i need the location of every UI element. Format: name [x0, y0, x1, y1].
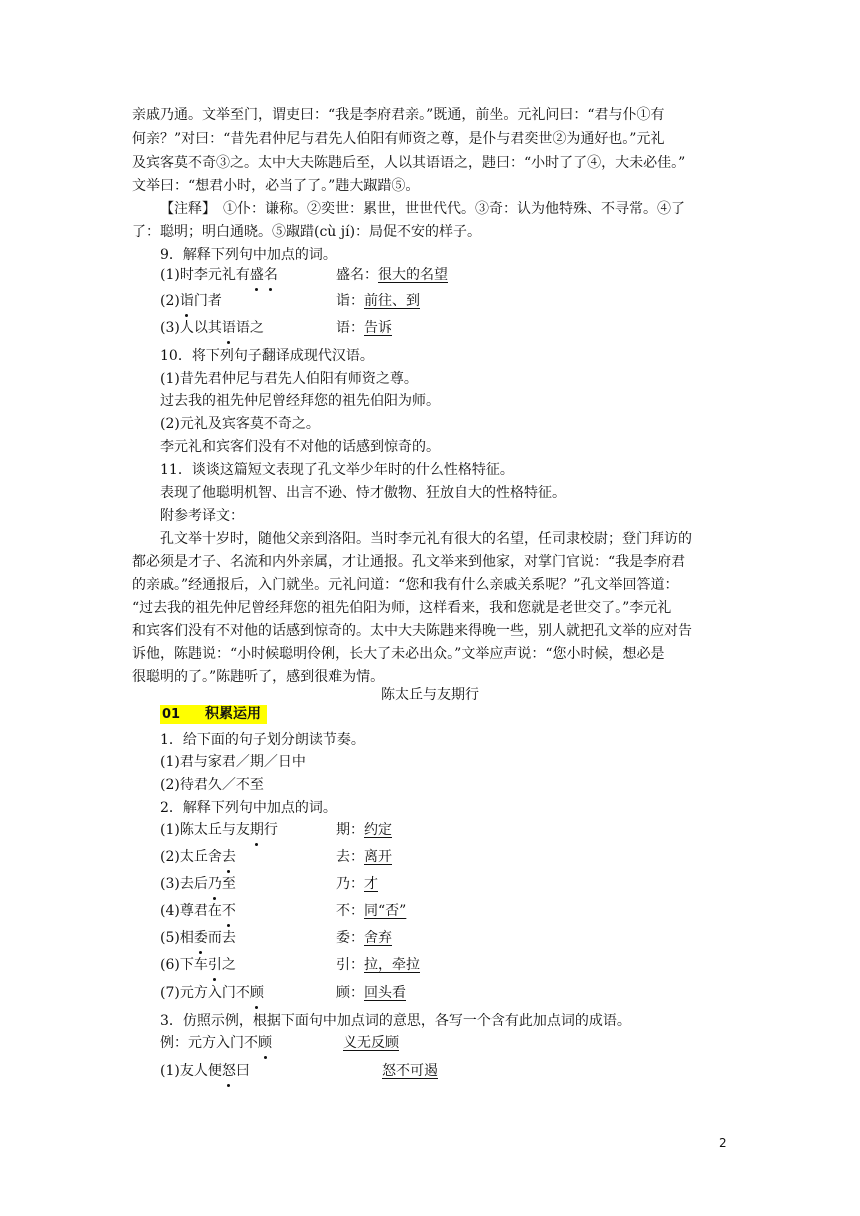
s2-answer: 期：约定 [336, 822, 392, 838]
dotted-word: 诣 [180, 290, 194, 312]
translation-line: 诉他，陈韪说：“小时候聪明伶俐，长大了未必出众。”文举应声说：“您小时候，想必是 [132, 646, 665, 662]
section-label: 积累运用 [205, 706, 261, 722]
passage-line: 及宾客莫不奇③之。太中大夫陈韪后至，人以其语语之，韪曰：“小时了了④，大未必佳。” [132, 155, 686, 171]
s2-item: (5)相委而去 [160, 927, 236, 949]
q9-item-1: (1)时李元礼有盛名 [160, 264, 278, 286]
translation-line: 都必须是才子、名流和内外亲属，才让通报。孔文举来到他家，对掌门官说：“我是李府君 [132, 554, 686, 570]
answer-text: 舍弃 [364, 930, 392, 946]
dotted-word: 不 [222, 900, 236, 922]
section-number: 01 [162, 707, 181, 722]
s2-item: (6)下车引之 [160, 954, 236, 976]
answer-text: 离开 [364, 849, 392, 865]
answer-text: 很大的名望 [378, 267, 448, 283]
q9-answer-1: 盛名：很大的名望 [336, 267, 448, 283]
dotted-word: 乃 [208, 873, 222, 895]
translation-line: 的亲戚。”经通报后，入门就坐。元礼问道：“您和我有什么亲戚关系呢？”孔文举回答道： [132, 577, 679, 593]
dotted-word: 怒 [222, 1060, 236, 1082]
notes-line: 【注释】 ①仆：谦称。②奕世：累世，世世代代。③奇：认为他特殊、不寻常。④了 [160, 201, 685, 217]
dotted-word: 顾 [258, 1032, 272, 1054]
q11-answer: 表现了他聪明机智、出言不逊、恃才傲物、狂放自大的性格特征。 [160, 485, 566, 501]
answer-text: 约定 [364, 822, 392, 838]
s2-answer: 乃：才 [336, 876, 378, 892]
s1-line: (1)君与家君／期／日中 [160, 754, 306, 770]
dotted-word: 语 [222, 317, 236, 339]
q9-answer-2: 诣：前往、到 [336, 293, 420, 309]
translation-line: 和宾客们没有不对他的话感到惊奇的。太中大夫陈韪来得晚一些，别人就把孔文举的应对告 [132, 623, 692, 639]
passage-line: 亲戚乃通。文举至门，谓吏曰：“我是李府君亲。”既通，前坐。元礼问曰：“君与仆①有 [132, 107, 665, 123]
s2-answer: 委：舍弃 [336, 930, 392, 946]
answer-text: 拉，牵拉 [364, 957, 420, 973]
answer-text: 告诉 [364, 320, 392, 336]
dotted-word: 委 [194, 927, 208, 949]
answer-text: 义无反顾 [343, 1035, 399, 1051]
q10-line: (2)元礼及宾客莫不奇之。 [160, 416, 320, 432]
notes-line: 了：聪明；明白通晓。⑤踧踖(cù jí)：局促不安的样子。 [132, 224, 482, 240]
q10-line: (1)昔先君仲尼与君先人伯阳有师资之尊。 [160, 371, 418, 387]
question-10-heading: 10．将下列句子翻译成现代汉语。 [160, 348, 374, 364]
section-title: 陈太丘与友期行 [381, 687, 479, 703]
s3-example-answer [343, 1032, 399, 1054]
q10-line: 过去我的祖先仲尼曾经拜您的祖先伯阳为师。 [160, 393, 440, 409]
translation-line: 很聪明的了。”陈韪听了，感到很难为情。 [132, 669, 385, 685]
dotted-word: 顾 [250, 982, 264, 1004]
s2-item: (2)太丘舍去 [160, 846, 236, 868]
s3-item-1: (1)友人便怒曰 [160, 1060, 250, 1082]
dotted-word: 去 [222, 846, 236, 868]
answer-text: 怒不可遏 [382, 1063, 438, 1079]
answer-text: 前往、到 [364, 293, 420, 309]
s2-answer: 去：离开 [336, 849, 392, 865]
answer-text: 才 [364, 876, 378, 892]
s2-item: (7)元方入门不顾 [160, 982, 264, 1004]
s2-item: (1)陈太丘与友期行 [160, 819, 278, 841]
passage-line: 何亲？”对曰：“昔先君仲尼与君先人伯阳有师资之尊，是仆与君奕世②为通好也。”元礼 [132, 131, 665, 147]
dotted-word: 盛 [250, 264, 264, 286]
s1-heading: 1．给下面的句子划分朗读节奏。 [160, 732, 365, 748]
s2-answer: 引：拉，牵拉 [336, 957, 420, 973]
dotted-word: 引 [208, 954, 222, 976]
s2-answer: 不：同“否” [336, 903, 407, 919]
answer-text: 回头看 [364, 985, 406, 1001]
dotted-word: 期 [250, 819, 264, 841]
q9-item-3: (3)人以其语语之 [160, 317, 264, 339]
s3-heading: 3．仿照示例，根据下面句中加点词的意思，各写一个含有此加点词的成语。 [160, 1013, 631, 1029]
s2-item: (3)去后乃至 [160, 873, 236, 895]
translation-line: “过去我的祖先仲尼曾经拜您的祖先伯阳为师，这样看来，我和您就是老世交了。”李元礼 [132, 600, 672, 616]
s2-item: (4)尊君在不 [160, 900, 236, 922]
page-number: 2 [719, 1136, 727, 1150]
question-11-heading: 11．谈谈这篇短文表现了孔文举少年时的什么性格特征。 [160, 462, 514, 478]
q10-line: 李元礼和宾客们没有不对他的话感到惊奇的。 [160, 439, 440, 455]
dotted-word: 名 [264, 264, 278, 286]
s2-answer: 顾：回头看 [336, 985, 406, 1001]
s1-line: (2)待君久／不至 [160, 777, 264, 793]
translation-line: 孔文举十岁时，随他父亲到洛阳。当时李元礼有很大的名望，任司隶校尉；登门拜访的 [160, 531, 692, 547]
answer-text: 同“否” [364, 903, 407, 919]
translation-heading: 附参考译文： [160, 508, 244, 524]
q9-item-2: (2)诣门者 [160, 290, 222, 312]
question-9-heading: 9．解释下列句中加点的词。 [160, 247, 337, 263]
s3-example: 例：元方入门不顾 [160, 1032, 272, 1054]
s3-item-1-answer [382, 1060, 438, 1082]
q9-answer-3: 语：告诉 [336, 320, 392, 336]
s2-heading: 2．解释下列句中加点的词。 [160, 800, 337, 816]
passage-line: 文举曰：“想君小时，必当了了。”韪大踧踖⑤。 [132, 178, 420, 194]
